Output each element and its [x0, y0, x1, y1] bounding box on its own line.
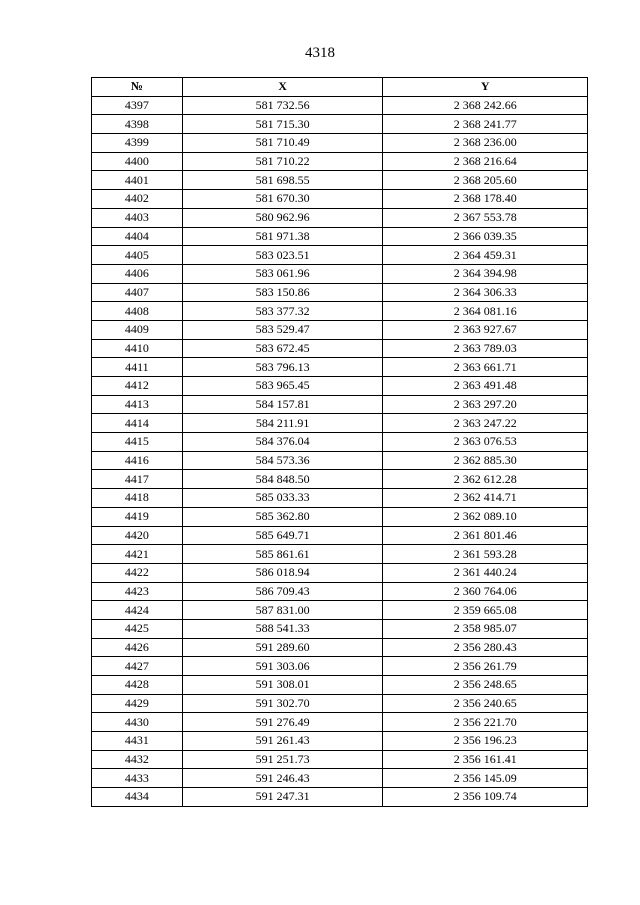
- cell-y: 2 363 076.53: [383, 433, 588, 452]
- cell-x: 581 715.30: [182, 115, 383, 134]
- cell-y: 2 368 241.77: [383, 115, 588, 134]
- cell-x: 584 376.04: [182, 433, 383, 452]
- cell-x: 585 649.71: [182, 526, 383, 545]
- table-row: [92, 320, 588, 339]
- cell-x: 584 573.36: [182, 451, 383, 470]
- cell-y: 2 356 196.23: [383, 732, 588, 751]
- cell-y: 2 368 178.40: [383, 190, 588, 209]
- cell-number: 4420: [92, 526, 183, 545]
- cell-x: 585 033.33: [182, 489, 383, 508]
- cell-x: 586 018.94: [182, 563, 383, 582]
- cell-number: 4432: [92, 750, 183, 769]
- cell-number: 4427: [92, 657, 183, 676]
- cell-x: 591 308.01: [182, 676, 383, 695]
- cell-y: 2 363 491.48: [383, 377, 588, 396]
- cell-x: 583 796.13: [182, 358, 383, 377]
- table-row: [92, 713, 588, 732]
- table-row: [92, 732, 588, 751]
- cell-y: 2 368 216.64: [383, 152, 588, 171]
- cell-number: 4418: [92, 489, 183, 508]
- cell-y: 2 364 306.33: [383, 283, 588, 302]
- cell-number: 4397: [92, 96, 183, 115]
- cell-y: 2 356 280.43: [383, 638, 588, 657]
- table-row: [92, 526, 588, 545]
- table-header-row: [92, 78, 588, 97]
- table-row: [92, 358, 588, 377]
- cell-x: 583 061.96: [182, 264, 383, 283]
- cell-y: 2 356 261.79: [383, 657, 588, 676]
- cell-number: 4404: [92, 227, 183, 246]
- cell-x: 583 965.45: [182, 377, 383, 396]
- cell-x: 580 962.96: [182, 208, 383, 227]
- table-row: [92, 601, 588, 620]
- table-row: [92, 507, 588, 526]
- table-row: [92, 750, 588, 769]
- cell-y: 2 361 801.46: [383, 526, 588, 545]
- cell-y: 2 363 247.22: [383, 414, 588, 433]
- cell-number: 4399: [92, 134, 183, 153]
- header-y: Y: [383, 78, 588, 97]
- cell-y: 2 364 459.31: [383, 246, 588, 265]
- cell-y: 2 361 440.24: [383, 563, 588, 582]
- cell-number: 4402: [92, 190, 183, 209]
- cell-number: 4407: [92, 283, 183, 302]
- cell-y: 2 356 248.65: [383, 676, 588, 695]
- cell-x: 591 289.60: [182, 638, 383, 657]
- cell-x: 591 302.70: [182, 694, 383, 713]
- cell-y: 2 361 593.28: [383, 545, 588, 564]
- cell-y: 2 362 612.28: [383, 470, 588, 489]
- cell-x: 581 732.56: [182, 96, 383, 115]
- cell-y: 2 360 764.06: [383, 582, 588, 601]
- cell-y: 2 363 927.67: [383, 320, 588, 339]
- table-row: [92, 246, 588, 265]
- cell-x: 591 247.31: [182, 788, 383, 807]
- cell-x: 584 848.50: [182, 470, 383, 489]
- cell-number: 4424: [92, 601, 183, 620]
- cell-number: 4429: [92, 694, 183, 713]
- cell-x: 584 211.91: [182, 414, 383, 433]
- cell-y: 2 364 081.16: [383, 302, 588, 321]
- cell-x: 585 861.61: [182, 545, 383, 564]
- table-row: [92, 302, 588, 321]
- header-number: №: [92, 78, 183, 97]
- cell-number: 4400: [92, 152, 183, 171]
- cell-y: 2 356 145.09: [383, 769, 588, 788]
- cell-number: 4410: [92, 339, 183, 358]
- cell-x: 581 698.55: [182, 171, 383, 190]
- cell-x: 581 971.38: [182, 227, 383, 246]
- cell-y: 2 362 089.10: [383, 507, 588, 526]
- cell-number: 4416: [92, 451, 183, 470]
- table-row: [92, 171, 588, 190]
- page-number: 4318: [305, 45, 335, 61]
- cell-x: 584 157.81: [182, 395, 383, 414]
- coordinates-table: [91, 77, 588, 807]
- cell-x: 591 261.43: [182, 732, 383, 751]
- table-row: [92, 283, 588, 302]
- table-row: [92, 657, 588, 676]
- cell-x: 581 710.22: [182, 152, 383, 171]
- cell-y: 2 366 039.35: [383, 227, 588, 246]
- cell-x: 581 710.49: [182, 134, 383, 153]
- cell-number: 4433: [92, 769, 183, 788]
- table-row: [92, 152, 588, 171]
- cell-number: 4434: [92, 788, 183, 807]
- cell-y: 2 362 885.30: [383, 451, 588, 470]
- cell-number: 4413: [92, 395, 183, 414]
- table-row: [92, 694, 588, 713]
- cell-number: 4403: [92, 208, 183, 227]
- table-row: [92, 433, 588, 452]
- cell-number: 4422: [92, 563, 183, 582]
- cell-number: 4430: [92, 713, 183, 732]
- cell-y: 2 363 297.20: [383, 395, 588, 414]
- cell-y: 2 363 661.71: [383, 358, 588, 377]
- cell-y: 2 368 236.00: [383, 134, 588, 153]
- cell-y: 2 356 109.74: [383, 788, 588, 807]
- cell-number: 4414: [92, 414, 183, 433]
- cell-y: 2 364 394.98: [383, 264, 588, 283]
- cell-number: 4411: [92, 358, 183, 377]
- cell-x: 591 276.49: [182, 713, 383, 732]
- table-row: [92, 414, 588, 433]
- table-row: [92, 339, 588, 358]
- cell-number: 4412: [92, 377, 183, 396]
- cell-x: 581 670.30: [182, 190, 383, 209]
- table-row: [92, 619, 588, 638]
- table-row: [92, 582, 588, 601]
- table-row: [92, 769, 588, 788]
- cell-x: 591 251.73: [182, 750, 383, 769]
- table-body: [92, 96, 588, 806]
- cell-number: 4421: [92, 545, 183, 564]
- cell-number: 4405: [92, 246, 183, 265]
- cell-number: 4431: [92, 732, 183, 751]
- cell-x: 583 150.86: [182, 283, 383, 302]
- table-row: [92, 563, 588, 582]
- cell-number: 4425: [92, 619, 183, 638]
- table-row: [92, 395, 588, 414]
- table-row: [92, 545, 588, 564]
- cell-y: 2 363 789.03: [383, 339, 588, 358]
- cell-number: 4417: [92, 470, 183, 489]
- table-row: [92, 788, 588, 807]
- table-row: [92, 451, 588, 470]
- cell-y: 2 356 221.70: [383, 713, 588, 732]
- cell-y: 2 356 240.65: [383, 694, 588, 713]
- cell-y: 2 368 242.66: [383, 96, 588, 115]
- cell-x: 583 672.45: [182, 339, 383, 358]
- table-row: [92, 134, 588, 153]
- table-row: [92, 377, 588, 396]
- cell-y: 2 368 205.60: [383, 171, 588, 190]
- cell-x: 585 362.80: [182, 507, 383, 526]
- cell-number: 4415: [92, 433, 183, 452]
- cell-number: 4401: [92, 171, 183, 190]
- cell-y: 2 362 414.71: [383, 489, 588, 508]
- cell-x: 583 377.32: [182, 302, 383, 321]
- table-row: [92, 264, 588, 283]
- cell-y: 2 358 985.07: [383, 619, 588, 638]
- header-x: X: [182, 78, 383, 97]
- table-row: [92, 208, 588, 227]
- cell-x: 591 246.43: [182, 769, 383, 788]
- table-row: [92, 115, 588, 134]
- cell-number: 4408: [92, 302, 183, 321]
- table-row: [92, 676, 588, 695]
- cell-x: 583 023.51: [182, 246, 383, 265]
- cell-y: 2 359 665.08: [383, 601, 588, 620]
- cell-number: 4428: [92, 676, 183, 695]
- cell-number: 4409: [92, 320, 183, 339]
- table-row: [92, 638, 588, 657]
- table-row: [92, 227, 588, 246]
- cell-number: 4423: [92, 582, 183, 601]
- cell-x: 591 303.06: [182, 657, 383, 676]
- cell-number: 4426: [92, 638, 183, 657]
- cell-x: 587 831.00: [182, 601, 383, 620]
- cell-number: 4398: [92, 115, 183, 134]
- cell-x: 586 709.43: [182, 582, 383, 601]
- table-row: [92, 489, 588, 508]
- cell-y: 2 356 161.41: [383, 750, 588, 769]
- cell-y: 2 367 553.78: [383, 208, 588, 227]
- cell-number: 4419: [92, 507, 183, 526]
- cell-number: 4406: [92, 264, 183, 283]
- cell-x: 588 541.33: [182, 619, 383, 638]
- table-row: [92, 470, 588, 489]
- cell-x: 583 529.47: [182, 320, 383, 339]
- table-row: [92, 190, 588, 209]
- table-row: [92, 96, 588, 115]
